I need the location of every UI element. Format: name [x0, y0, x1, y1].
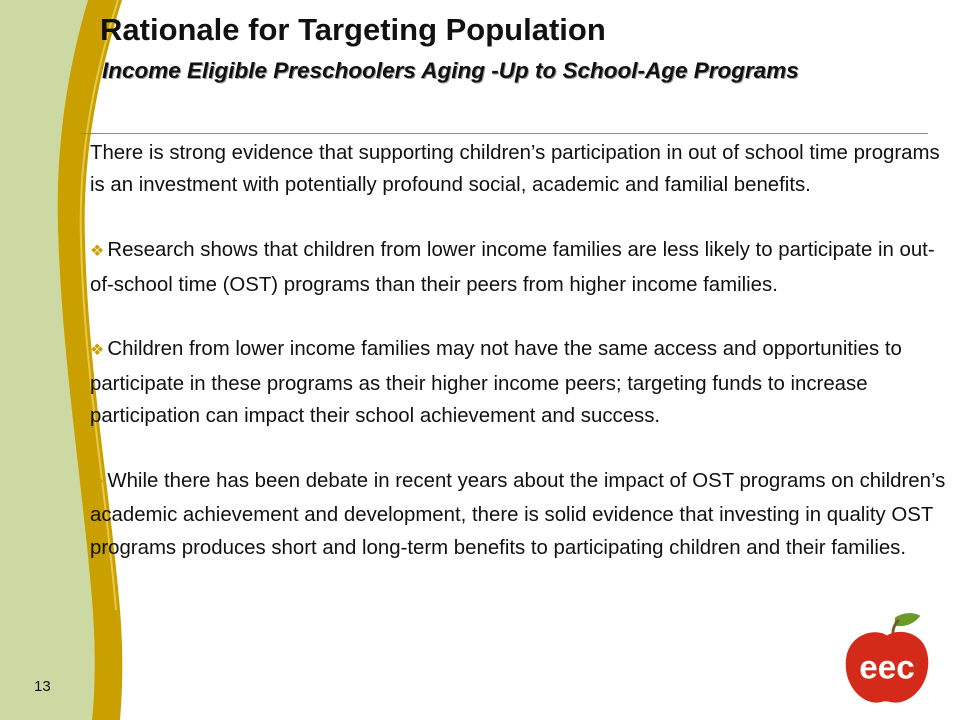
- bullet-item: [90, 465, 952, 564]
- slide-subtitle: Income Eligible Preschoolers Aging -Up to School-Age Programs: [102, 58, 799, 83]
- intro-paragraph: There is strong evidence that supporting children’s participation in out of school time programs is an investment with potentially profound social, academic and familial benefits.: [90, 142, 940, 197]
- logo-text: eec: [859, 649, 915, 687]
- diamond-bullet-icon: ❖: [90, 474, 105, 492]
- title-divider: [80, 133, 928, 134]
- bullet-text: While there has been debate in recent years about the impact of OST programs on children’s academic achievement and development, there is solid evidence that investing in quality OST programs produces short and long-term benefits to participating children and their families.: [90, 470, 946, 559]
- paragraph-gap: [90, 301, 952, 333]
- bullet-text: Research shows that children from lower income families are less likely to participate in out-of-school time (OST) programs than their peers from higher income families.: [90, 239, 935, 296]
- diamond-bullet-icon: ❖: [90, 342, 105, 360]
- paragraph-gap: [90, 202, 952, 234]
- paragraph-gap: [90, 433, 952, 465]
- eec-apple-logo-icon: [838, 610, 936, 708]
- slide-title: Rationale for Targeting Population: [100, 12, 606, 47]
- page-number: 13: [34, 678, 51, 695]
- logo-stem: [893, 620, 899, 634]
- bullet-text: Children from lower income families may not have the same access and opportunities to participate in these programs as their higher income peers; targeting funds to increase participation can impact their school achievement and success.: [90, 338, 902, 428]
- bullet-item: [90, 333, 952, 432]
- diamond-bullet-icon: ❖: [90, 243, 105, 261]
- logo-leaf: [895, 613, 920, 626]
- slide-body: [90, 137, 952, 564]
- bullet-item: [90, 234, 952, 301]
